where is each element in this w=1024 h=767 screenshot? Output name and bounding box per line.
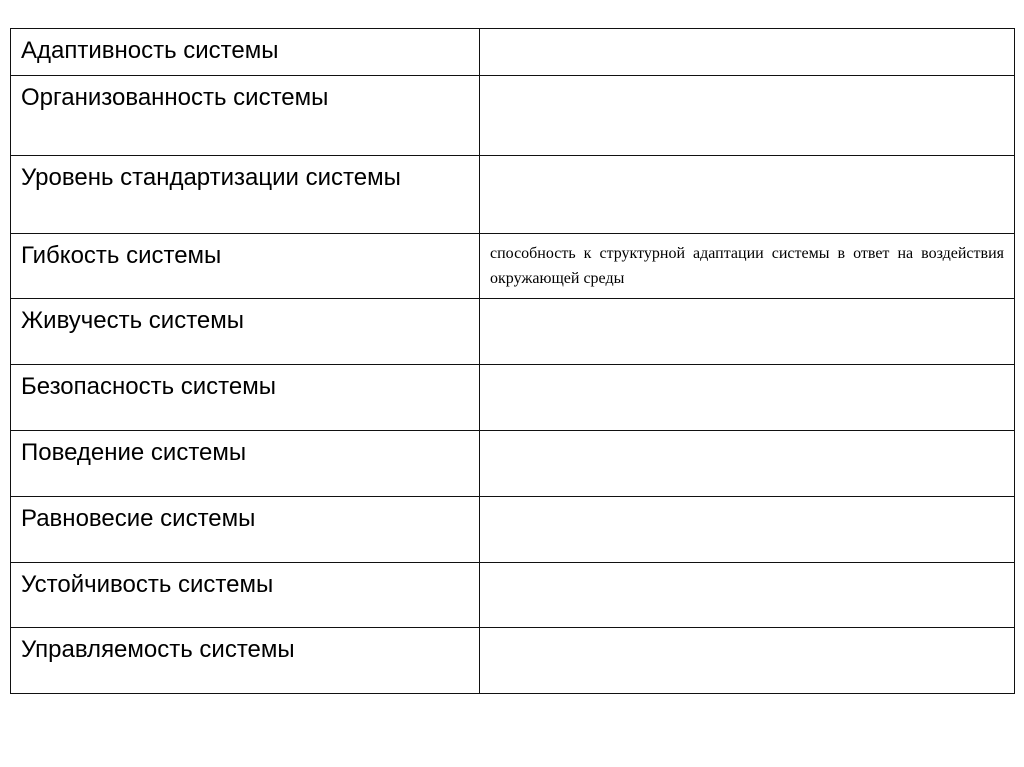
term-cell: Гибкость системы: [11, 234, 480, 299]
definition-cell: способность к структурной адаптации системы в ответ на воздействия окружающей среды: [480, 234, 1015, 299]
table-row: [11, 76, 1015, 156]
term-cell: Адаптивность системы: [11, 29, 480, 76]
table-row: [11, 365, 1015, 431]
definition-cell: [480, 497, 1015, 563]
definition-cell: [480, 563, 1015, 628]
definition-cell: [480, 628, 1015, 694]
table-row: [11, 29, 1015, 76]
table-row: [11, 628, 1015, 694]
table-row: [11, 299, 1015, 365]
definition-cell: [480, 431, 1015, 497]
definition-cell: [480, 29, 1015, 76]
term-cell: Безопасность системы: [11, 365, 480, 431]
term-cell: Организованность системы: [11, 76, 480, 156]
table-row: [11, 431, 1015, 497]
definition-cell: [480, 76, 1015, 156]
definition-cell: [480, 156, 1015, 234]
term-cell: Устойчивость системы: [11, 563, 480, 628]
term-cell: Равновесие системы: [11, 497, 480, 563]
term-cell: Поведение системы: [11, 431, 480, 497]
term-cell: Управляемость системы: [11, 628, 480, 694]
term-cell: Живучесть системы: [11, 299, 480, 365]
definition-cell: [480, 365, 1015, 431]
term-cell: Уровень стандартизации системы: [11, 156, 480, 234]
terms-table: [10, 28, 1015, 694]
definition-cell: [480, 299, 1015, 365]
table-row: [11, 156, 1015, 234]
table-row: [11, 234, 1015, 299]
table-row: [11, 497, 1015, 563]
table-row: [11, 563, 1015, 628]
